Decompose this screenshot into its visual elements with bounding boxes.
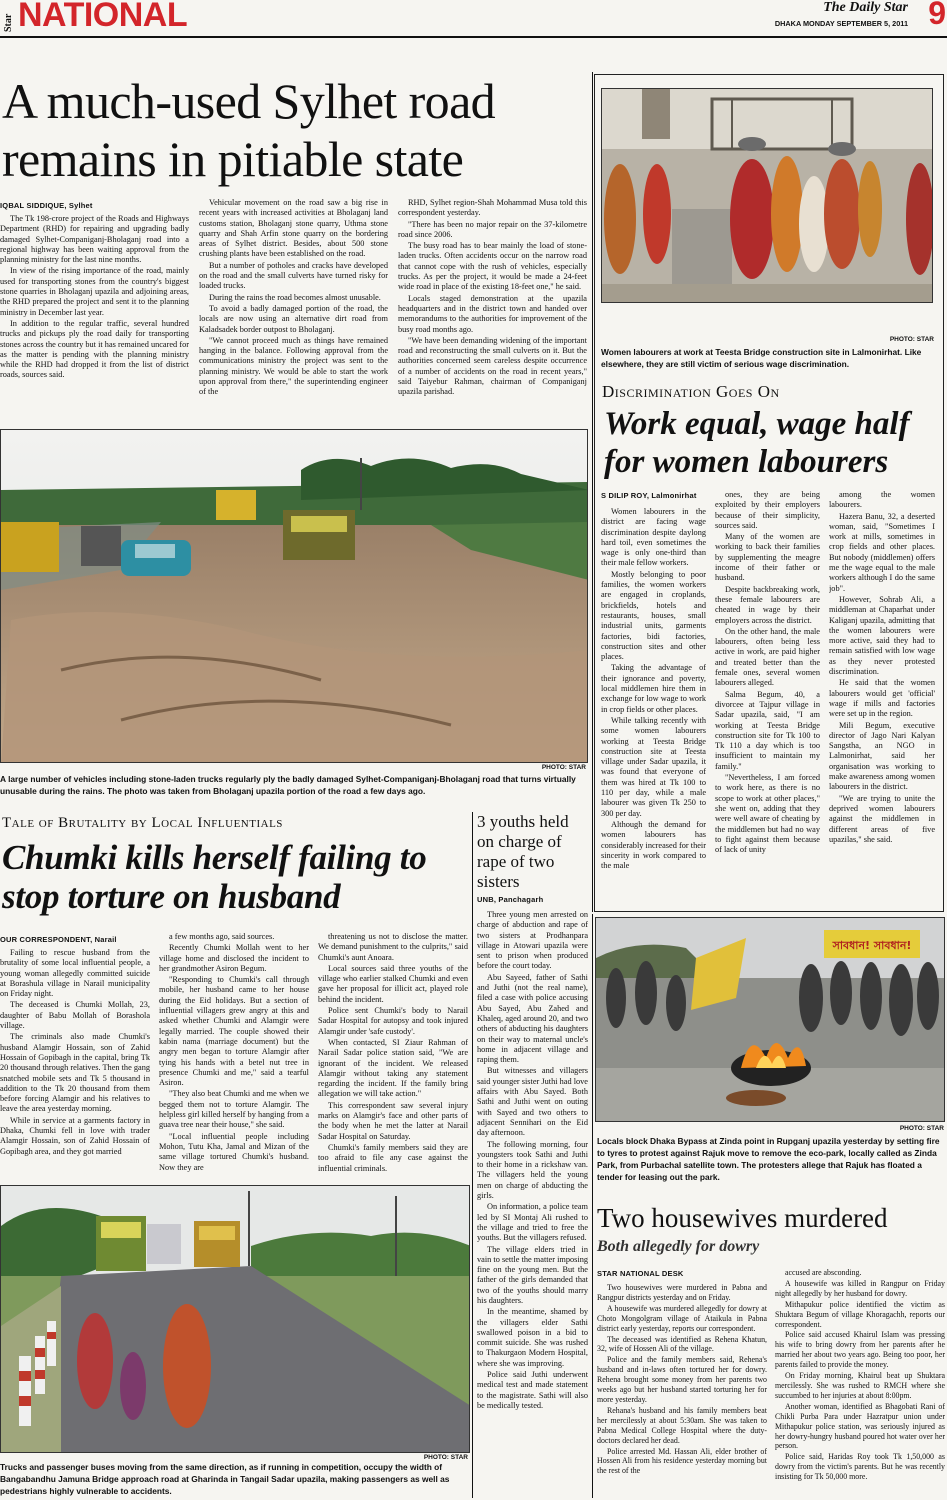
paragraph: He said that the women labourers would get 'official' wage if mills and factories were set up in the region. bbox=[829, 678, 935, 719]
paragraph: This correspondent saw several injury marks on Alamgir's face and other parts of the body when he met the latter at Narail Sadar Hospital on Saturday. bbox=[318, 1100, 468, 1141]
paragraph: A housewife was murdered allegedly for dowry at Choto Mongolgram village of Ataikula in Pabna district early yesterday, reports our correspondent. bbox=[597, 1303, 767, 1333]
column-rule bbox=[592, 72, 593, 912]
paragraph: On information, a police team led by SI Montaj Ali rushed to the village and tried to free the youths. But the villagers refused. bbox=[477, 1202, 588, 1243]
paragraph: RHD, Sylhet region-Shah Mohammad Musa told this correspondent yesterday. bbox=[398, 198, 587, 218]
story3-col3 bbox=[318, 932, 468, 1174]
story5-headline: Two housewives murdered bbox=[597, 1203, 888, 1233]
story5-subhead: Both allegedly for dowry bbox=[597, 1238, 760, 1255]
story5-byline: STAR NATIONAL DESK bbox=[597, 1269, 684, 1278]
story3-kicker: Tale of Brutality by Local Influentials bbox=[2, 815, 283, 831]
story1-byline: IQBAL SIDDIQUE, Sylhet bbox=[0, 201, 93, 210]
masthead bbox=[0, 0, 947, 38]
paragraph: Although the demand for women labourers has considerably increased for their sincerity in work compared to the male bbox=[601, 819, 706, 871]
story2-byline: S DILIP ROY, Lalmonirhat bbox=[601, 491, 697, 500]
story1-col3 bbox=[398, 198, 587, 426]
paragraph: In view of the rising importance of the road, mainly used for transporting stones from the country's biggest stone quarries in Bholaganj upazila and adjoining areas, the RHD prepared the project and sent it to the planning ministry in December last year. bbox=[0, 266, 189, 317]
paragraph: While talking recently with some women labourers working at Teesta Bridge construction site at Teesta village under Sadar upazila, it was found that everyone of them was hired at Tk 100 to 110 per day, while a male labourer was given Tk 250 to 300 per day. bbox=[601, 715, 706, 818]
paragraph: On Friday morning, Khairul beat up Shuktara mercilessly. She was rushed to RMCH where she succumbed to her injuries at about 8:00pm. bbox=[775, 1371, 945, 1400]
road-photo-caption: A large number of vehicles including stone-laden trucks regularly ply the badly damaged Sylhet-Companiganj-Bholaganj road that turns virtually unusable during the rains. The photo was taken from Bholaganj upazila portion of the road a few days ago. bbox=[0, 774, 576, 796]
paragraph: "Nevertheless, I am forced to work here, as there is no scope to work at other places," she went on, adding that they were well aware of cheating by the middlemen but had no way to fight against them because of lack of unity bbox=[715, 773, 820, 855]
masthead-rule bbox=[0, 36, 947, 38]
paragraph: To avoid a badly damaged portion of the road, the locals are now using an alternative dirt road from Kaladsadek border outpost to Bholaganj. bbox=[199, 303, 388, 334]
paragraph: The village elders tried in vain to settle the matter imposing fine on the young men. But the father of the girls demanded that two of the youths should marry his daughters. bbox=[477, 1244, 588, 1305]
paragraph: Abu Sayeed, father of Sathi and Juthi (not the real name), filed a case with police accusing Abu Sayed, Abu Zahed and Khaleq, aged around 20, and two others of abducting his daughters on their way to maternal uncle's home in adjacent village and raping them. bbox=[477, 972, 588, 1065]
paragraph: "There has been no major repair on the 37-kilometre road since 2006. bbox=[398, 219, 587, 239]
paragraph: Police arrested Md. Hassan Ali, elder brother of Hossen Ali from his residence yesterday morning but the rest of the bbox=[597, 1446, 767, 1476]
photo-credit: PHOTO: STAR bbox=[889, 336, 934, 343]
paragraph: ones, they are being exploited by their employers because of their simplicity, sources said. bbox=[715, 490, 820, 530]
story1-headline: A much-used Sylhet road remains in pitiable state bbox=[2, 73, 496, 187]
paragraph: Taking the advantage of their ignorance and poverty, local middlemen hire them in exchange for low wage to work in crop fields or other places. bbox=[601, 663, 706, 714]
photo-credit: PHOTO: STAR bbox=[423, 1454, 468, 1461]
paragraph: Many of the women are working to back their families by supplementing the meagre income of their father or husband. bbox=[715, 532, 820, 583]
paragraph: Hazera Banu, 32, a deserted woman, said, "Sometimes I work at mills, sometimes in crop fields and other places. But nobody (middlemen) offers me the wage equal to the male workers although I do the same job". bbox=[829, 511, 935, 593]
paragraph: During the rains the road becomes almost unusable. bbox=[209, 292, 381, 302]
story3-byline: OUR CORRESPONDENT, Narail bbox=[0, 935, 117, 944]
paragraph: Salma Begum, 40, a divorcee at Tajpur village in Sadar upazila, said, "I am working at Teesta Bridge construction site for Tk 100 to Tk 110 a day which is too insufficient to maintain my family." bbox=[715, 689, 820, 771]
paragraph: among the women labourers. bbox=[829, 490, 935, 510]
paragraph: Police said, Haridas Roy took Tk 1,50,000 as dowry from the victim's parents. But he was recently insisting for Tk 50,000 more. bbox=[775, 1452, 945, 1482]
story5-col2 bbox=[775, 1268, 945, 1499]
story4-byline: UNB, Panchagarh bbox=[477, 895, 544, 904]
paragraph: "Local influential people including Mohon, Tutu Kha, Jamal and Mizan of the same village tortured Chumki's husband. Now they are bbox=[159, 1131, 309, 1172]
paragraph: "They also beat Chumki and me when we begged them not to torture Alamgir. The helpless girl killed herself by hanging from a guava tree near their house," she said. bbox=[159, 1089, 309, 1130]
paragraph: "We cannot proceed much as things have remained hanging in the balance. Following approval from the communications ministry the project was sent to the planning ministry. We would be able to start the work upon approval from there," the superintending engineer of the bbox=[199, 335, 388, 397]
section-title: NATIONAL bbox=[18, 0, 188, 34]
protest-fire-photo bbox=[595, 917, 945, 1122]
paragraph: On the other hand, the male labourers, often being less active in work, are paid higher and treated better than the female ones, several women labourers alleged. bbox=[715, 626, 820, 688]
photo-credit: PHOTO: STAR bbox=[541, 764, 586, 771]
paragraph: a few months ago, said sources. bbox=[169, 932, 275, 941]
story1-col1 bbox=[0, 214, 189, 426]
paragraph: The deceased is Chumki Mollah, 23, daughter of Babu Mollah of Borashola village. bbox=[0, 1000, 150, 1031]
women-photo-caption: Women labourers at work at Teesta Bridge construction site in Lalmonirhat. Like elsewhere, they are still victim of serious wage discrimination. bbox=[601, 347, 922, 369]
paragraph: Three young men arrested on charge of abduction and rape of two sisters at Prodhanpara village in Atowari upazila were sent to prison when produced before the court today. bbox=[477, 910, 588, 971]
paragraph: threatening us not to disclose the matter. We demand punishment to the culprits," said Chumki's aunt Anoara. bbox=[318, 932, 468, 962]
story2-kicker: Discrimination Goes On bbox=[602, 382, 780, 401]
muddy-road-photo bbox=[0, 429, 588, 763]
column-rule bbox=[472, 812, 473, 1498]
banner-text: সাবধান! সাবধান! bbox=[832, 939, 912, 952]
paragraph: Mithapukur police identified the victim as Shuktara Begum of village Khoragachh, reports our correspondent. bbox=[775, 1299, 945, 1329]
bridge-road-photo bbox=[0, 1185, 470, 1453]
paragraph: In the meantime, shamed by the villagers elder Sathi swallowed poison in a bid to commit suicide. She was rushed to Thakurgaon Modern Hospital, where she was improving. bbox=[477, 1307, 588, 1368]
story3-headline: Chumki kills herself failing to stop torture on husband bbox=[2, 838, 427, 916]
photo-credit: PHOTO: STAR bbox=[899, 1125, 944, 1132]
paragraph: The Tk 198-crore project of the Roads and Highways Department (RHD) for repairing and upgrading badly damaged Sylhet-Companiganj-Bholaganj road into a regional highway has been waiting approval from the planning ministry for the last nine months. bbox=[0, 214, 189, 265]
story4-body bbox=[477, 910, 588, 1498]
paragraph: But a number of potholes and cracks have developed on the road and the small culverts have turned risky for loaded trucks. bbox=[199, 260, 388, 291]
paragraph: When contacted, SI Ziaur Rahman of Narail Sadar police station said, "We are ignorant of the incident. We released Alamgir without taking any statement regarding the incident. If the family bring allegation we will take action." bbox=[318, 1037, 468, 1099]
paragraph: The following morning, four youngsters took Sathi and Juthi to their home in a rickshaw van. The villagers held the young men on charge of abducting the girls. bbox=[477, 1139, 588, 1201]
paragraph: The criminals also made Chumki's husband Alamgir Hossain, son of Zahid Hossain of Gopibagh in the capital, bring Tk 20 thousand through relatives. Then the gang snatched mobile sets and Tk 5 thousand in addition to the Tk 20 thousand from them before forcing Alamgir and his relatives to leave the area yesterday morning. bbox=[0, 1032, 150, 1114]
paragraph: Two housewives were murdered in Pabna and Rangpur districts yesterday and on Friday. bbox=[597, 1283, 767, 1302]
story2-box bbox=[594, 74, 944, 912]
paragraph: Vehicular movement on the road saw a big rise in recent years with increased activities at Bholaganj land customs station, Bholaganj stone quarry, Uthma stone quarry and Shah Arfin stone quarry on the bordering areas of Sylhet district. Besides, about 500 stone crushing plants have been established on the road. bbox=[199, 198, 388, 259]
paragraph: Rehana's husband and his family members beat her mercilessly at about 5:30am. She was taken to Pabna Medical College Hospital where the duty-doctors declared her dead. bbox=[597, 1405, 767, 1445]
paragraph: Locals staged demonstration at the upazila headquarters and in the district town and handed over memorandums to the authorities for improvement of the busy road months ago. bbox=[398, 293, 587, 334]
story5-col1 bbox=[597, 1283, 767, 1499]
paragraph: Recently Chumki Mollah went to her village home and disclosed the incident to her grandmother Asiron Begum. bbox=[159, 943, 309, 973]
paragraph: Failing to rescue husband from the brutality of some local influential people, a young woman allegedly committed suicide at Borashula village in Narail municipality on Friday night. bbox=[0, 948, 150, 999]
story1-col2 bbox=[199, 198, 388, 426]
paragraph: A housewife was killed in Rangpur on Friday night allegedly by her husband for dowry. bbox=[775, 1278, 945, 1298]
paragraph: In addition to the regular traffic, several hundred trucks and pickups ply the road daily for transporting stones across the country but it has remained uncared for as the matter is pending with the planning ministry while the RHD had dropped it from the list of district roads, sources said. bbox=[0, 318, 189, 380]
page-number: 9 bbox=[928, 0, 946, 31]
story2-headline: Work equal, wage half for women labourers bbox=[604, 406, 910, 480]
dateline: DHAKA MONDAY SEPTEMBER 5, 2011 bbox=[774, 19, 908, 28]
paragraph: Police and the family members said, Rehena's husband and in-laws often tortured her for dowry. Rehena brought some money from her parents two weeks ago but her husband started torturing her for more yesterday. bbox=[597, 1355, 767, 1404]
paragraph: The busy road has to bear mainly the load of stone-laden trucks. Often accidents occur on the narrow road that cannot cope with the rush of vehicles, especially trucks. As per the project, it would be made a 24-feet wide road in place of the existing 18-feet one," he said. bbox=[398, 241, 587, 292]
story3-col1 bbox=[0, 948, 150, 1174]
story4-headline: 3 youths held on charge of rape of two sisters bbox=[477, 812, 569, 891]
paragraph: "We have been demanding widening of the important road and reconstructing the small culverts on it. But the authorities concerned seem careless despite occurrence of a number of accidents on the road in recent years," said Taiyebur Rahman, chairman of Companiganj upazila parishad. bbox=[398, 335, 587, 397]
paragraph: The deceased was identified as Rehena Khatun, 32, wife of Hossen Ali of the village. bbox=[597, 1334, 767, 1354]
paragraph: However, Sohrab Ali, a middleman at Chaparhat under Kaliganj upazila, admitting that the women labourers were more active, said they had to remain satisfied with low wage as they never protested discrimination. bbox=[829, 594, 935, 677]
column-rule bbox=[592, 914, 593, 1498]
story3-col2 bbox=[159, 932, 309, 1174]
paragraph: Mostly belonging to poor families, the women workers are engaged in croplands, brickfields, hotels and restaurants, houses, small industrial units, garments factories, bidi factories, construction sites and other places. bbox=[601, 569, 706, 662]
bridge-photo-caption: Trucks and passenger buses moving from the same direction, as if running in competition, occupy the width of Bangabandhu Jamuna Bridge approach road at Gharinda in Tangail Sadar upazila, making passengers as well as pedestrians highly vulnerable to accidents. bbox=[0, 1462, 450, 1496]
paragraph: Another woman, identified as Bhagobati Rani of Chikli Purba Para under Hazratpur union under Mithapukur police station, was seriously injured as her dowry-hungry husband poured hot water over her person. bbox=[775, 1401, 945, 1451]
paragraph: Police sent Chumki's body to Narail Sadar Hospital for autopsy and took injured Alamgir under 'safe custody'. bbox=[318, 1006, 468, 1036]
paragraph: But witnesses and villagers said younger sister Juthi had love affairs with Abu Sayed. Both Sathi and Juthi went on outing with Sayed and two others to adjacent Sennihari on the Eid day afternoon. bbox=[477, 1066, 588, 1138]
paragraph: Police said Juthi underwent medical test and made statement to the magistrate. Sathi will also be medically tested. bbox=[477, 1370, 588, 1410]
paragraph: Despite backbreaking work, these female labourers are cheated in wage by their employers across the district. bbox=[715, 584, 820, 625]
paragraph: Local sources said three youths of the village who earlier stalked Chumki and even gave her proposal for illicit act, played role behind the incident. bbox=[318, 963, 468, 1004]
paragraph: Chumki's family members said they are too afraid to file any case against the influential criminals. bbox=[318, 1142, 468, 1173]
star-logo: Star bbox=[3, 13, 14, 32]
paragraph: "We are trying to unite the deprived women labourers against the middlemen in different areas of five upazilas," she said. bbox=[829, 793, 935, 844]
fire-photo-caption: Locals block Dhaka Bypass at Zinda point in Rupganj upazila yesterday by setting fire to tyres to protest against Rajuk move to remove the eco-park, locally called as Zinda Park, from Purbachal satellite town. The protesters allege that Rajuk has floated a tender for leasing out the park. bbox=[597, 1136, 940, 1182]
paragraph: Mili Begum, executive director of Jago Nari Kalyan Sangstha, an NGO in Lalmonirhat, said her organisation was working to make awareness among women labourers in the district. bbox=[829, 720, 935, 792]
paragraph: While in service at a garments factory in Dhaka, Chumki fell in love with trader Alamgir Hossain, son of Zahid Hossain of Gopibagh area, and they got married bbox=[0, 1115, 150, 1156]
paragraph: accused are absconding. bbox=[785, 1268, 862, 1277]
paragraph: Police said accused Khairul Islam was pressing his wife to bring dowry from her parents after he married her about two years ago. Being too poor, her parents failed to provide the money. bbox=[775, 1330, 945, 1370]
paragraph: Women labourers in the district are facing wage discrimination despite daylong hard toil, even sometimes the wage is only one-third than their male fellow workers. bbox=[601, 507, 706, 568]
paragraph: "Responding to Chumki's call through mobile, her husband came to her house during the Eid holidays. But a section of influential villagers grew angry at this and asked whether Chumki and Alamgir were legally married. The couple showed their kabin nama (marriage document) but the angry men began to torture Alamgir after tying his hands with a betel nut tree in presence Chumki and me," said a tearful Asiron. bbox=[159, 975, 309, 1088]
paper-name: The Daily Star bbox=[823, 0, 908, 15]
